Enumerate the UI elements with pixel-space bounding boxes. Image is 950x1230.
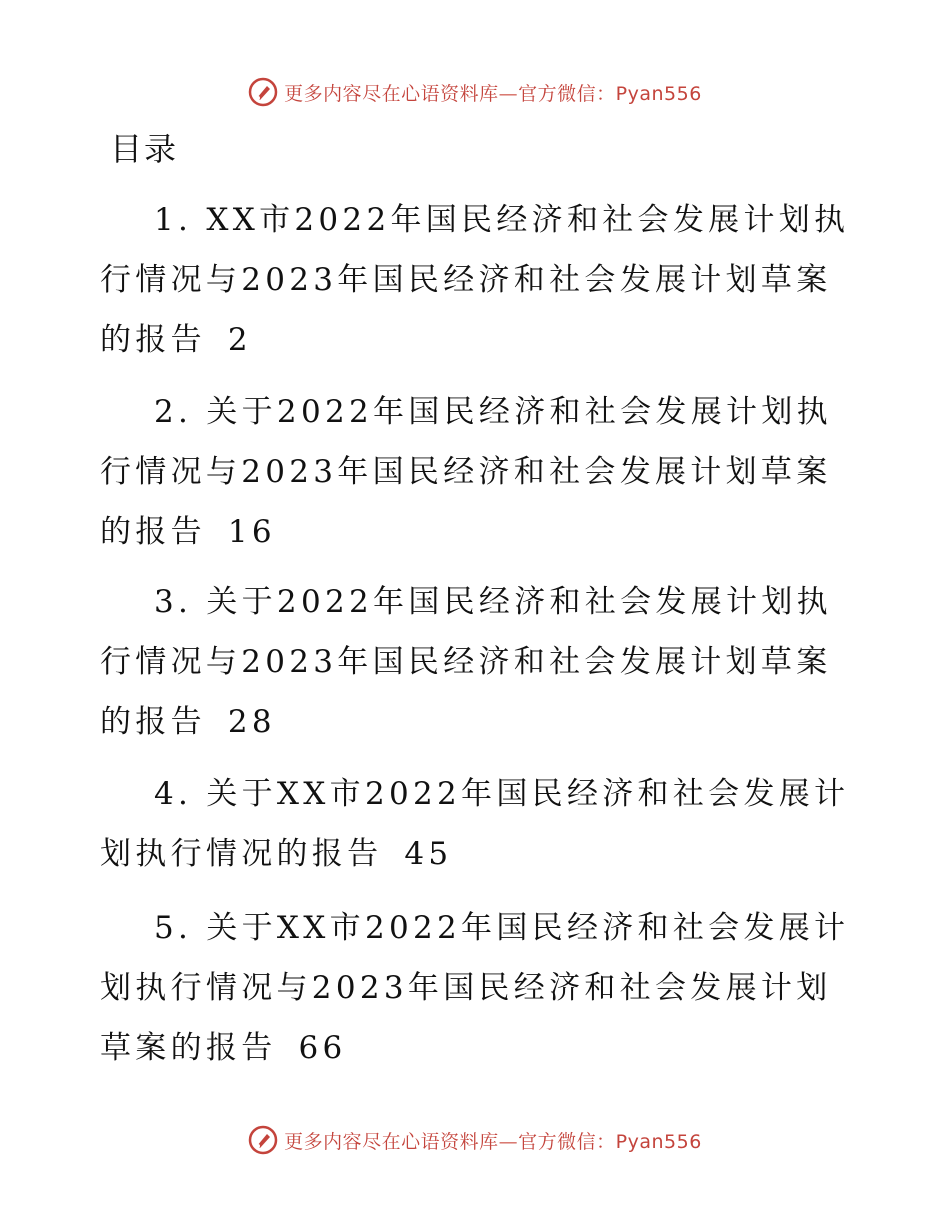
watermark-separator: — [498, 1130, 519, 1153]
toc-entry-text: 2. 关于2022年国民经济和社会发展计划执行情况与2023年国民经济和社会发展计划草案的报告 [100, 394, 832, 550]
toc-entry-page: 28 [227, 704, 276, 740]
toc-entry-text: 4. 关于XX市2022年国民经济和社会发展计划执行情况的报告 [100, 776, 850, 872]
toc-entry-text: 3. 关于2022年国民经济和社会发展计划执行情况与2023年国民经济和社会发展计划草案的报告 [100, 584, 832, 740]
header-watermark [0, 72, 950, 112]
toc-entry-5[interactable] [100, 898, 860, 1078]
pen-logo-icon [248, 1125, 278, 1155]
watermark-contact: 官方微信：Pyan556 [518, 82, 702, 105]
toc-entry-text: 1. XX市2022年国民经济和社会发展计划执行情况与2023年国民经济和社会发展计划草案的报告 [100, 202, 850, 358]
toc-entry-page: 66 [298, 1030, 347, 1066]
toc-entry-page: 45 [404, 836, 453, 872]
toc-entry-2[interactable] [100, 382, 860, 562]
footer-watermark [0, 1120, 950, 1160]
watermark-contact: 官方微信：Pyan556 [518, 1130, 702, 1153]
toc-entry-4[interactable] [100, 764, 860, 884]
toc-entry-3[interactable] [100, 572, 860, 752]
watermark-site: 更多内容尽在心语资料库 [284, 1130, 499, 1153]
watermark-text [284, 1127, 702, 1154]
watermark-separator: — [498, 82, 519, 105]
toc-entry-page: 2 [227, 322, 252, 358]
toc-title: 目录 [110, 130, 179, 168]
watermark-text [284, 79, 702, 106]
pen-logo-icon [248, 77, 278, 107]
toc-entry-text: 5. 关于XX市2022年国民经济和社会发展计划执行情况与2023年国民经济和社会发展计划草案的报告 [100, 910, 850, 1066]
toc-entry-1[interactable] [100, 190, 860, 370]
watermark-site: 更多内容尽在心语资料库 [284, 82, 499, 105]
toc-entry-page: 16 [227, 514, 276, 550]
